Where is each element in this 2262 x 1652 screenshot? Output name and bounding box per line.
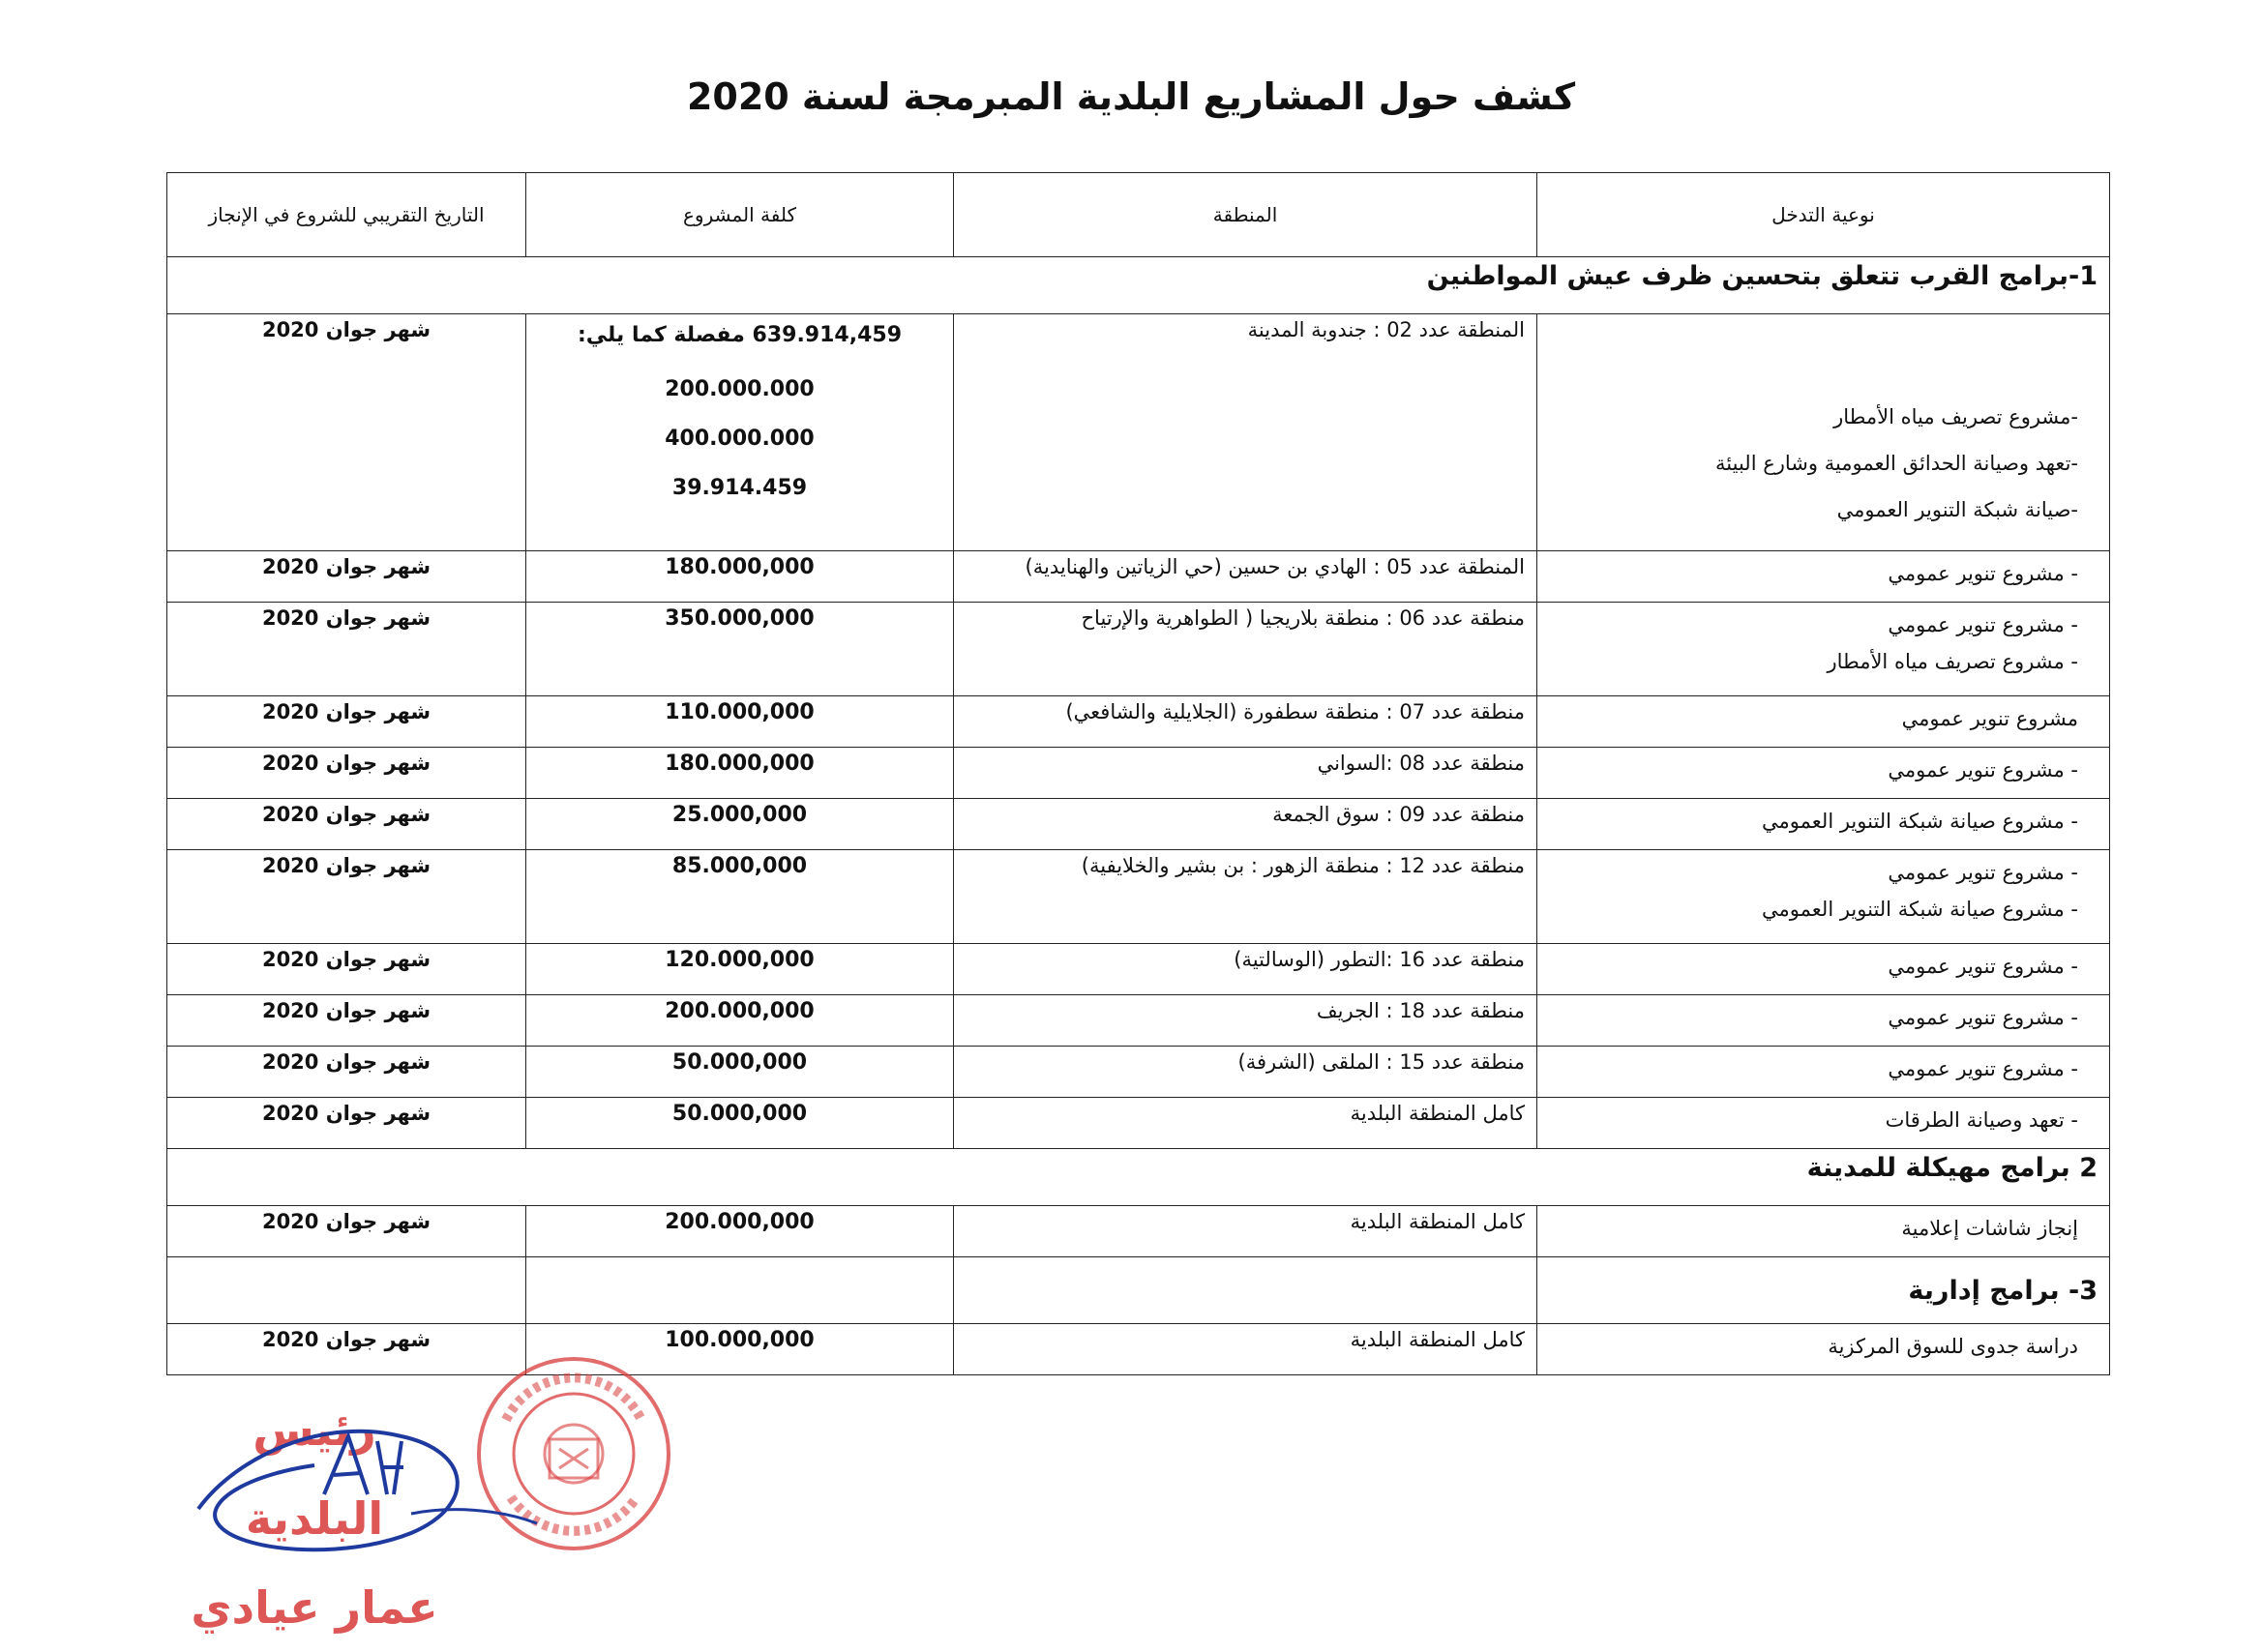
table-row — [167, 995, 2110, 1047]
region-cell: كامل المنطقة البلدية — [954, 1098, 1537, 1149]
region-cell: منطقة عدد 09 : سوق الجمعة — [954, 799, 1537, 850]
region-cell: المنطقة عدد 05 : الهادي بن حسين (حي الزياتين والهنايدية) — [954, 551, 1537, 603]
type-cell — [1537, 748, 2110, 799]
header-region: المنطقة — [954, 173, 1537, 257]
date-cell: شهر جوان 2020 — [167, 603, 526, 696]
cost-cell: 110.000,000 — [526, 696, 954, 748]
type-line: - مشروع تنوير عمومي — [1888, 758, 2078, 782]
date-cell: شهر جوان 2020 — [167, 799, 526, 850]
empty-cell — [167, 1257, 526, 1324]
type-line: - مشروع تنوير عمومي — [1888, 955, 2078, 978]
region-cell: منطقة عدد 15 : الملقى (الشرفة) — [954, 1047, 1537, 1098]
type-cell — [1537, 995, 2110, 1047]
table-row — [167, 748, 2110, 799]
date-cell: شهر جوان 2020 — [167, 944, 526, 995]
header-date: التاريخ التقريبي للشروع في الإنجاز — [167, 173, 526, 257]
type-cell — [1537, 314, 2110, 551]
table-row — [167, 1047, 2110, 1098]
region-cell: كامل المنطقة البلدية — [954, 1324, 1537, 1375]
type-line: - تعهد وصيانة الطرقات — [1885, 1108, 2078, 1132]
region-cell: منطقة عدد 07 : منطقة سطفورة (الجلايلية والشافعي) — [954, 696, 1537, 748]
type-line: - مشروع تنوير عمومي — [1888, 861, 2078, 884]
type-line: - مشروع صيانة شبكة التنوير العمومي — [1762, 898, 2078, 921]
document-title: كشف حول المشاريع البلدية المبرمجة لسنة 2020 — [686, 75, 1576, 118]
section-row — [167, 257, 2110, 314]
type-cell — [1537, 850, 2110, 944]
cost-line: 39.914.459 — [671, 476, 808, 500]
cost-cell: 120.000,000 — [526, 944, 954, 995]
table-row — [167, 314, 2110, 551]
section-3-title: 3- برامج إدارية — [1537, 1257, 2110, 1324]
cost-cell: 180.000,000 — [526, 551, 954, 603]
table-row — [167, 1206, 2110, 1257]
type-cell — [1537, 944, 2110, 995]
type-line: -صيانة شبكة التنوير العمومي — [1836, 498, 2078, 521]
type-line: إنجاز شاشات إعلامية — [1901, 1217, 2078, 1240]
type-cell — [1537, 1324, 2110, 1375]
region-cell: منطقة عدد 18 : الجريف — [954, 995, 1537, 1047]
date-cell: شهر جوان 2020 — [167, 696, 526, 748]
type-line: - مشروع صيانة شبكة التنوير العمومي — [1762, 810, 2078, 833]
region-cell: منطقة عدد 06 : منطقة بلاريجيا ( الطواهرية والإرتياح — [954, 603, 1537, 696]
section-row — [167, 1257, 2110, 1324]
date-cell: شهر جوان 2020 — [167, 1324, 526, 1375]
cost-total: 639.914,459 مفصلة كما يلي: — [577, 323, 903, 347]
table-row — [167, 1324, 2110, 1375]
type-line: - مشروع تنوير عمومي — [1888, 562, 2078, 585]
date-cell: شهر جوان 2020 — [167, 1047, 526, 1098]
table-row — [167, 850, 2110, 944]
date-cell: شهر جوان 2020 — [167, 850, 526, 944]
cost-cell: 100.000,000 — [526, 1324, 954, 1375]
date-cell: شهر جوان 2020 — [167, 1098, 526, 1149]
table-row — [167, 1098, 2110, 1149]
type-line: - مشروع تصريف مياه الأمطار — [1827, 650, 2078, 673]
section-1-title: 1-برامج القرب تتعلق بتحسين ظرف عيش المواطنين — [167, 257, 2110, 314]
cost-cell: 350.000,000 — [526, 603, 954, 696]
table-header-row — [167, 173, 2110, 257]
table-row — [167, 551, 2110, 603]
type-cell — [1537, 799, 2110, 850]
type-line: -تعهد وصيانة الحدائق العمومية وشارع البيئة — [1715, 452, 2078, 475]
type-cell — [1537, 551, 2110, 603]
type-cell — [1537, 603, 2110, 696]
region-cell: منطقة عدد 16 :التطور (الوسالتية) — [954, 944, 1537, 995]
region-cell: كامل المنطقة البلدية — [954, 1206, 1537, 1257]
date-cell: شهر جوان 2020 — [167, 551, 526, 603]
header-type: نوعية التدخل — [1537, 173, 2110, 257]
table-row — [167, 799, 2110, 850]
type-line: - مشروع تنوير عمومي — [1888, 1006, 2078, 1029]
cost-cell: 180.000,000 — [526, 748, 954, 799]
date-cell: شهر جوان 2020 — [167, 1206, 526, 1257]
cost-line: 200.000.000 — [665, 377, 815, 401]
projects-table — [166, 172, 2110, 1375]
cost-cell: 85.000,000 — [526, 850, 954, 944]
cost-cell: 50.000,000 — [526, 1098, 954, 1149]
region-cell: منطقة عدد 08 :السواني — [954, 748, 1537, 799]
table-row — [167, 944, 2110, 995]
signatory-title: رئيس البلدية — [245, 1403, 384, 1545]
type-line: دراسة جدوى للسوق المركزية — [1828, 1335, 2078, 1358]
type-line: مشروع تنوير عمومي — [1901, 707, 2078, 730]
type-cell — [1537, 1098, 2110, 1149]
table-row — [167, 603, 2110, 696]
type-line: - مشروع تنوير عمومي — [1888, 1057, 2078, 1080]
date-cell: شهر جوان 2020 — [167, 748, 526, 799]
cost-cell: 25.000,000 — [526, 799, 954, 850]
type-cell — [1537, 696, 2110, 748]
signatory-name: عمار عيادي — [191, 1581, 438, 1634]
type-cell — [1537, 1047, 2110, 1098]
section-2-title: 2 برامج مهيكلة للمدينة — [167, 1149, 2110, 1206]
cost-cell: 200.000,000 — [526, 995, 954, 1047]
type-line: -مشروع تصريف مياه الأمطار — [1833, 405, 2078, 428]
section-row — [167, 1149, 2110, 1206]
type-line: - مشروع تنوير عمومي — [1888, 613, 2078, 636]
cost-cell: 200.000,000 — [526, 1206, 954, 1257]
empty-cell — [954, 1257, 1537, 1324]
handwritten-signature — [179, 1398, 547, 1567]
cost-cell: 50.000,000 — [526, 1047, 954, 1098]
empty-cell — [526, 1257, 954, 1324]
date-cell: شهر جوان 2020 — [167, 995, 526, 1047]
type-cell — [1537, 1206, 2110, 1257]
cost-line: 400.000.000 — [665, 427, 815, 451]
cost-cell — [526, 314, 954, 551]
region-cell: المنطقة عدد 02 : جندوبة المدينة — [954, 314, 1537, 551]
table-row — [167, 696, 2110, 748]
header-cost: كلفة المشروع — [526, 173, 954, 257]
region-cell: منطقة عدد 12 : منطقة الزهور : بن بشير والخلايفية) — [954, 850, 1537, 944]
date-cell: شهر جوان 2020 — [167, 314, 526, 551]
